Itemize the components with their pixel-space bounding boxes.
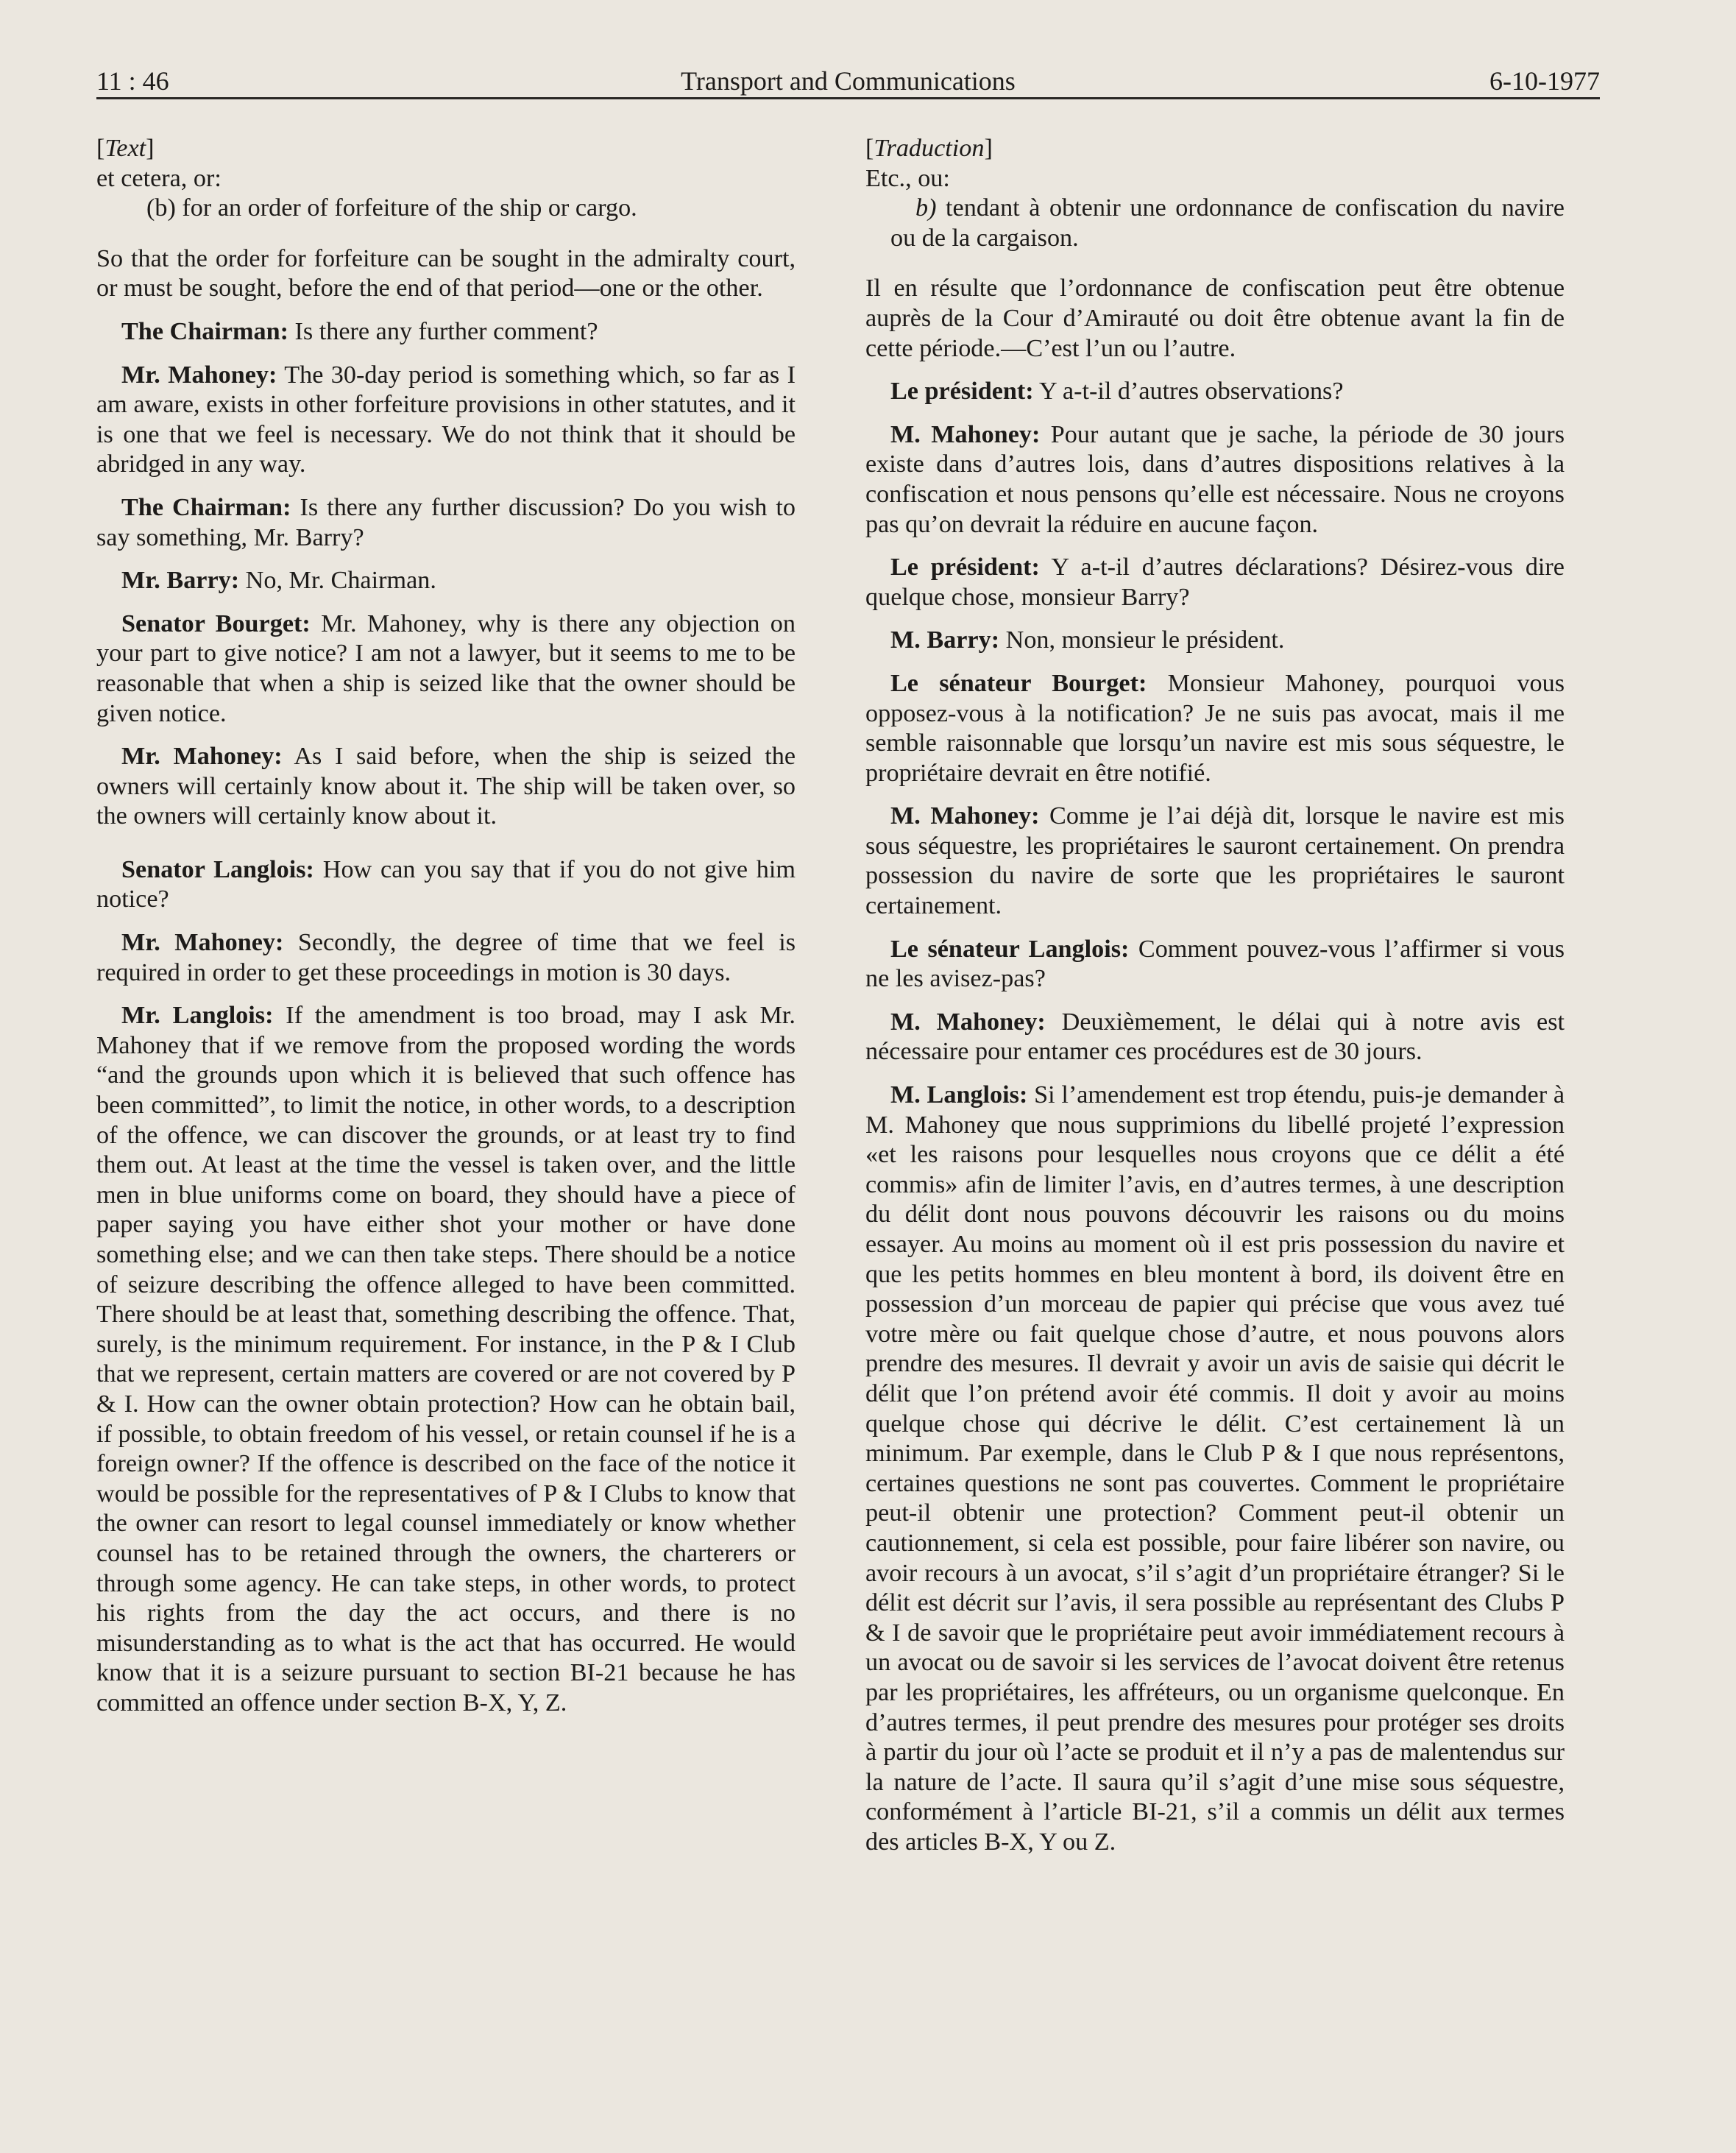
french-speech: [865, 553, 1565, 612]
speech-text: Mr. Mahoney, why is there any objection on your part to give notice? I am not a lawyer, but it seems to me to be reasonable that when a ship is seized like that the owner should be given notice.: [96, 609, 796, 727]
french-speech: [865, 1081, 1565, 1857]
english-speech: [96, 928, 796, 988]
speaker-name: Mr. Mahoney:: [121, 929, 284, 957]
speech-text: Comme je l’ai déjà dit, lorsque le navire est mis sous séquestre, les propriétaires le sauront certainement. On prendra possession du navire de sorte que les propriétaires le sauront certainement.: [865, 802, 1565, 920]
speaker-name: Le président:: [890, 554, 1040, 581]
french-item-b: b) tendant à obtenir une ordonnance de confiscation du navire ou de la cargaison.: [890, 194, 1565, 252]
english-speech: [96, 493, 796, 553]
english-speech: [96, 742, 796, 832]
speech-text: Y a-t-il d’autres observations?: [1033, 378, 1344, 406]
french-speech: [865, 377, 1565, 407]
french-speech: [865, 420, 1565, 540]
english-speech: [96, 609, 796, 729]
header-rule: [96, 97, 1600, 99]
french-speech: [865, 1008, 1565, 1067]
french-speech: [865, 935, 1565, 994]
speech-text: No, Mr. Chairman.: [239, 567, 436, 595]
french-paragraph: Il en résulte que l’ordonnance de confiscation peut être obtenue auprès de la Cour d’Amirauté ou doit être obtenue avant la fin de cette période.—C’est l’un ou l’autre.: [865, 275, 1565, 362]
speaker-name: The Chairman:: [121, 317, 288, 345]
speech-text: Si l’amendement est trop étendu, puis-je demander à M. Mahoney que nous supprimions du libellé projeté l’expression «et les raisons pour lesquelles nous croyons que ce délit a été commis» afin de limiter l’avis, en d’autres termes, à une description du délit dont nous pouvons découvrir les raisons ou du moins essayer. Au moins au moment où il est pris possession du navire et que les petits hommes en bleu montent à bord, ils doivent être en possession d’un morceau de papier qui précise que vous avez tué votre mère ou fait quelque chose d’autre, et nous pouvons alors prendre des mesures. Il devrait y avoir un avis de saisie qui décrit le délit que l’on prétend avoir été commis. Il doit y avoir au moins quelque chose qui décrive le délit. C’est certainement là un minimum. Par exemple, dans le Club P & I que nous représentons, certaines questions ne sont pas couvertes. Comment le propriétaire peut-il obtenir une protection? Comment peut-il obtenir un cautionnement, si cela est possible, pour faire libérer son navire, ou avoir recours à un avocat, s’il s’agit d’un propriétaire étranger? Si le délit est décrit sur l’avis, il sera possible au représentant des Clubs P & I de savoir que le propriétaire peut avoir immédiatement recours à un avocat ou de savoir si les services de l’avocat doivent être retenus par les propriétaires, les affréteurs, ou un organisme quelconque. En d’autres termes, il peut prendre des mesures pour protéger ses droits à partir du jour où l’acte se produit et il n’y a pas de malentendus sur la nature de l’acte. Il saura qu’il s’agit d’une mise sous séquestre, conformément à l’article BI-21, s’il a commis un délit aux termes des articles B-X, Y ou Z.: [865, 1081, 1565, 1856]
speaker-name: M. Mahoney:: [890, 420, 1041, 448]
speaker-name: M. Mahoney:: [890, 802, 1040, 830]
speech-text: Pour autant que je sache, la période de 30 jours existe dans d’autres lois, dans d’autres dispositions relatives à la confiscation et nous pensons qu’elle est nécessaire. Nous ne croyons pas qu’on devrait la réduire en aucune façon.: [865, 420, 1565, 538]
english-speech: [96, 855, 796, 915]
speech-text: The 30-day period is something which, so far as I am aware, exists in other forfeiture provisions in other statutes, and it is one that we feel is necessary. We do not think that it should be abridged in any way.: [96, 361, 796, 478]
speaker-name: Le sénateur Bourget:: [890, 669, 1147, 697]
english-column: [96, 134, 796, 1732]
speech-text: Secondly, the degree of time that we feel is required in order to get these proceedings in motion is 30 days.: [96, 929, 796, 986]
french-column: [865, 134, 1565, 1870]
speaker-name: M. Langlois:: [890, 1081, 1028, 1109]
speaker-name: Mr. Mahoney:: [121, 361, 277, 389]
speech-text: Is there any further discussion? Do you wish to say something, Mr. Barry?: [96, 493, 796, 551]
english-paragraph: So that the order for forfeiture can be sought in the admiralty court, or must be sought, before the end of that period—one or the other.: [96, 244, 796, 303]
english-item-b: (b) for an order of forfeiture of the ship or cargo.: [146, 194, 637, 222]
speech-text: Y a-t-il d’autres déclarations? Désirez-vous dire quelque chose, monsieur Barry?: [865, 554, 1565, 611]
french-speech: [865, 626, 1565, 656]
speaker-name: Senator Langlois:: [121, 855, 314, 883]
page-title: Transport and Communications: [681, 66, 1016, 96]
page-date: 6-10-1977: [1489, 66, 1600, 96]
speaker-name: Mr. Barry:: [121, 567, 240, 595]
speaker-name: M. Mahoney:: [890, 1008, 1046, 1036]
french-speech: [865, 802, 1565, 921]
english-intro: et cetera, or:: [96, 164, 222, 192]
speaker-name: M. Barry:: [890, 626, 1000, 654]
page-number: 11 : 46: [96, 66, 169, 96]
speech-text: Deuxièmement, le délai qui à notre avis est nécessaire pour entamer ces procédures est de 30 jours.: [865, 1008, 1565, 1066]
english-speech: [96, 317, 796, 347]
speaker-name: The Chairman:: [121, 493, 291, 521]
english-speech: [96, 1001, 796, 1718]
speaker-name: Mr. Langlois:: [121, 1002, 274, 1030]
french-speech: [865, 669, 1565, 788]
speech-text: Comment pouvez-vous l’affirmer si vous ne les avisez-pas?: [865, 935, 1565, 993]
speech-text: Is there any further comment?: [288, 317, 598, 345]
french-tag: [Traduction]: [865, 135, 993, 162]
speech-text: If the amendment is too broad, may I ask Mr. Mahoney that if we remove from the proposed wording the words “and the grounds upon which it is believed that such offence has been committed”, to limit the notice, in other words, to a description of the offence, we can discover the grounds, or at least try to find them out. At least at the time the vessel is taken over, and the little men in blue uniforms come on board, they should have a piece of paper saying you have either shot your mother or have done something else; and we can then take steps. There should be a notice of seizure describing the offence alleged to have been committed. There should be at least that, something describing the offence. That, surely, is the minimum requirement. For instance, in the P & I Club that we represent, certain matters are covered or are not covered by P & I. How can the owner obtain protection? How can he obtain bail, if possible, to obtain freedom of his vessel, or retain counsel if he is a foreign owner? If the offence is described on the face of the notice it would be possible for the representatives of P & I Clubs to know that the owner can resort to legal counsel immediately or know whether counsel has to be retained through the owners, the charterers or through some agency. He can take steps, in other words, to protect his rights from the day the act occurs, and there is no misunderstanding as to what is the act that has occurred. He would know that it is a seizure pursuant to section BI-21 because he has committed an offence under section B-X, Y, Z.: [96, 1002, 796, 1717]
speaker-name: Senator Bourget:: [121, 609, 311, 637]
speaker-name: Le sénateur Langlois:: [890, 935, 1130, 963]
speech-text: As I said before, when the ship is seized the owners will certainly know about it. The ship will be taken over, so the owners will certainly know about it.: [96, 743, 796, 830]
english-speech: [96, 566, 796, 596]
speaker-name: Le président:: [890, 378, 1034, 406]
french-intro: Etc., ou:: [865, 164, 950, 192]
speech-text: Monsieur Mahoney, pourquoi vous opposez-vous à la notification? Je ne suis pas avocat, mais il me semble raisonnable que lorsqu’un navire est mis sous séquestre, le propriétaire devrait en être notifié.: [865, 669, 1565, 787]
page-header: [96, 62, 1600, 100]
speaker-name: Mr. Mahoney:: [121, 743, 283, 771]
english-tag: [Text]: [96, 135, 155, 162]
speech-text: Non, monsieur le président.: [999, 626, 1285, 654]
english-speech: [96, 361, 796, 480]
speech-text: How can you say that if you do not give him notice?: [96, 855, 796, 913]
